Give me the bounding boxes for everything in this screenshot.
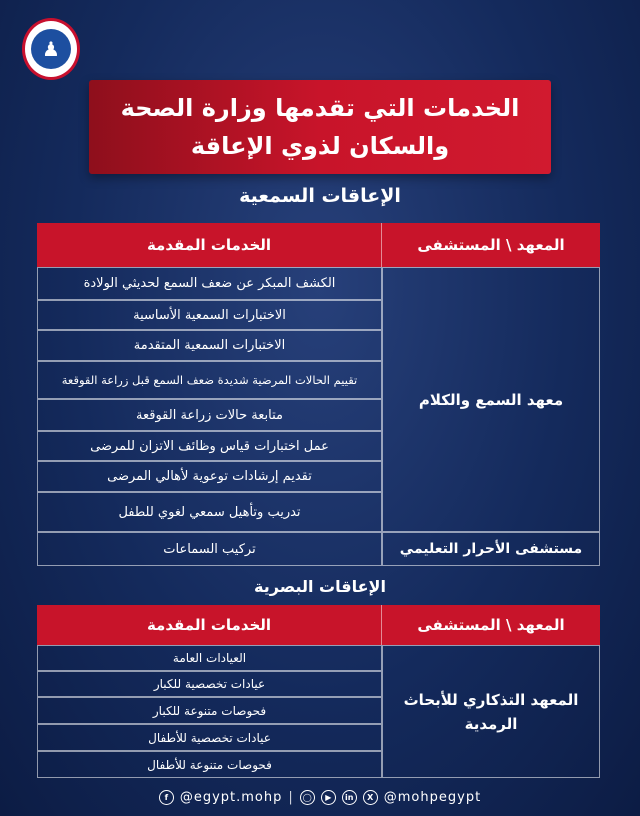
hearing-section-heading: الإعاقات السمعية bbox=[239, 185, 401, 207]
table-row: الاختبارات السمعية الأساسية bbox=[37, 300, 382, 330]
visual-section-heading: الإعاقات البصرية bbox=[254, 577, 386, 596]
header-institution: المعهد \ المستشفى bbox=[417, 236, 565, 254]
table-row: الاختبارات السمعية المتقدمة bbox=[37, 330, 382, 361]
x-icon[interactable]: X bbox=[363, 790, 378, 805]
linkedin-icon[interactable]: in bbox=[342, 790, 357, 805]
ministry-logo bbox=[22, 18, 80, 80]
facebook-icon[interactable]: f bbox=[159, 790, 174, 805]
institution-cell: معهد السمع والكلام bbox=[382, 267, 600, 532]
title-line-1: الخدمات التي تقدمها وزارة الصحة bbox=[120, 94, 520, 122]
table-row: تدريب وتأهيل سمعي لغوي للطفل bbox=[37, 492, 382, 532]
social-handle[interactable]: @mohpegypt bbox=[383, 789, 482, 805]
youtube-icon[interactable]: ▶ bbox=[321, 790, 336, 805]
hearing-table bbox=[37, 223, 600, 568]
facebook-handle[interactable]: @egypt.mohp bbox=[179, 789, 283, 805]
table-row: تقديم إرشادات توعوية لأهالي المرضى bbox=[37, 461, 382, 492]
header-services: الخدمات المقدمة bbox=[37, 223, 382, 267]
visual-table bbox=[37, 605, 600, 780]
table-row: عيادات تخصصية للأطفال bbox=[37, 724, 382, 751]
title-line-2: والسكان لذوي الإعاقة bbox=[190, 132, 450, 160]
footer-separator: | bbox=[288, 789, 294, 805]
visual-table-header bbox=[37, 605, 600, 645]
instagram-icon[interactable]: ◯ bbox=[300, 790, 315, 805]
table-row: عيادات تخصصية للكبار bbox=[37, 671, 382, 697]
institution-cell: مستشفى الأحرار التعليمي bbox=[382, 532, 600, 566]
header-services: الخدمات المقدمة bbox=[37, 605, 382, 645]
social-footer bbox=[150, 785, 490, 809]
header-institution: المعهد \ المستشفى bbox=[417, 616, 565, 634]
table-row: الكشف المبكر عن ضعف السمع لحديثي الولادة bbox=[37, 267, 382, 300]
hearing-table-header bbox=[37, 223, 600, 267]
table-row: عمل اختبارات قياس وظائف الاتزان للمرضى bbox=[37, 431, 382, 461]
table-row: تركيب السماعات bbox=[37, 532, 382, 566]
institution-cell: المعهد التذكاري للأبحاث الرمدية bbox=[382, 645, 600, 778]
table-row: فحوصات متنوعة للأطفال bbox=[37, 751, 382, 778]
page-title bbox=[89, 80, 551, 174]
family-emblem-icon: ♟ bbox=[31, 29, 71, 69]
table-row: تقييم الحالات المرضية شديدة ضعف السمع قبل زراعة القوقعة bbox=[37, 361, 382, 399]
table-row: متابعة حالات زراعة القوقعة bbox=[37, 399, 382, 431]
table-row: العيادات العامة bbox=[37, 645, 382, 671]
table-row: فحوصات متنوعة للكبار bbox=[37, 697, 382, 724]
